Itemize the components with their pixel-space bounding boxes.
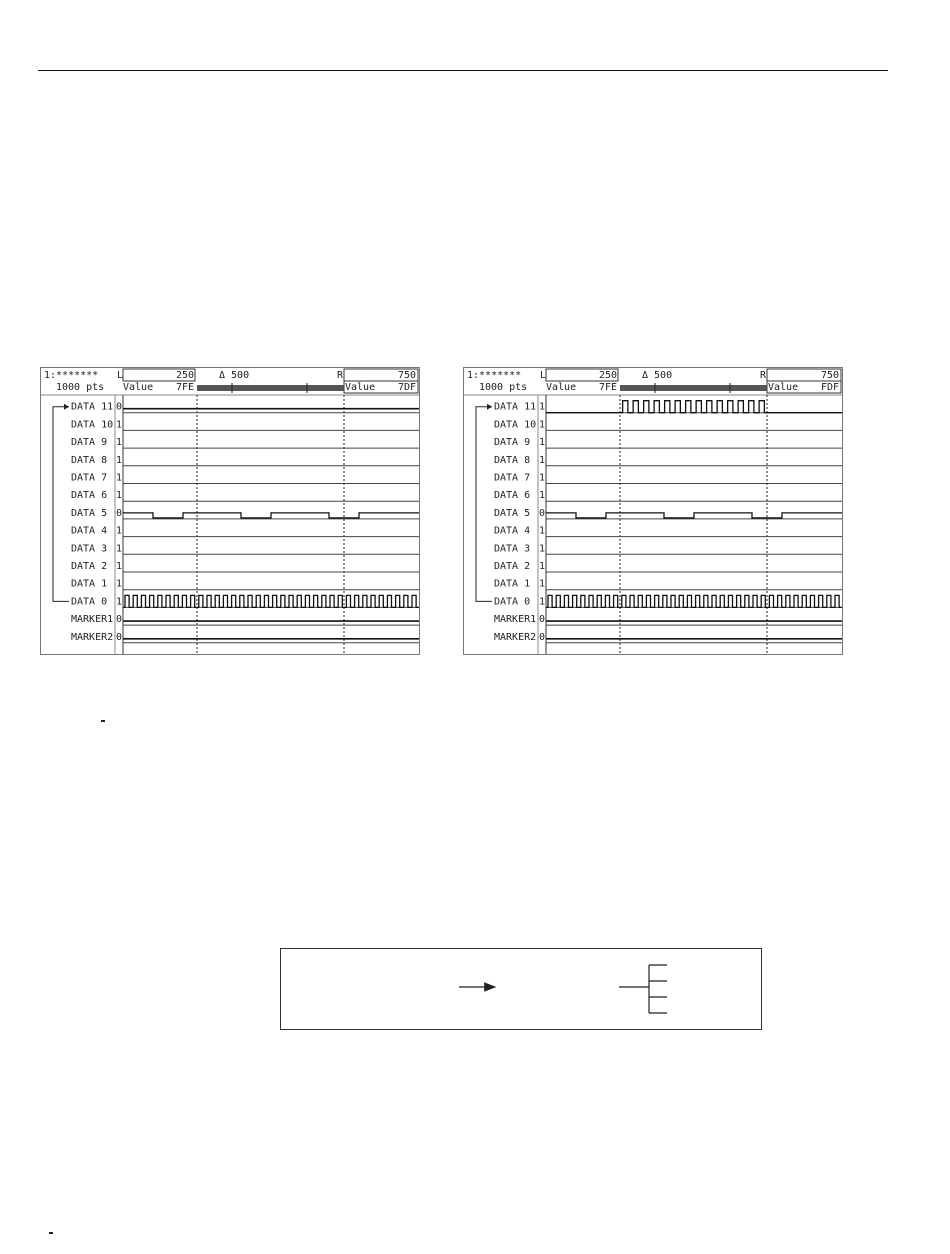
channel-name: MARKER1 xyxy=(71,614,114,626)
cursor-r-value: 750 xyxy=(820,370,839,381)
channel-name: DATA 10 xyxy=(71,419,114,431)
channel-state: 1 xyxy=(116,543,123,555)
channel-state: 0 xyxy=(116,614,123,626)
channel-state: 1 xyxy=(116,454,123,466)
channel-name: DATA 8 xyxy=(494,454,531,466)
channel-state: 0 xyxy=(539,507,546,519)
header-rule xyxy=(38,70,888,71)
value-l-label: Value xyxy=(546,382,577,393)
dash-mark xyxy=(49,1232,53,1234)
channel-state: 1 xyxy=(116,490,123,502)
channel-state: 0 xyxy=(116,507,123,519)
channel-name: DATA 3 xyxy=(71,543,108,555)
flow-diagram-svg xyxy=(281,949,761,1029)
channel-name: DATA 2 xyxy=(494,561,531,572)
logic-display-right-svg xyxy=(464,368,842,654)
logic-display-left xyxy=(40,367,420,655)
value-r-label: Value xyxy=(768,382,799,393)
channel-name: DATA 1 xyxy=(71,578,108,590)
channel-name: DATA 9 xyxy=(494,437,531,449)
channel-name: MARKER2 xyxy=(71,631,114,643)
trace-label: 1:******* xyxy=(44,370,99,381)
channel-name: DATA 6 xyxy=(71,490,108,502)
channel-state: 1 xyxy=(539,454,546,466)
channel-name: DATA 3 xyxy=(494,543,531,555)
delta-label: Δ 500 xyxy=(219,370,250,381)
bus-bracket-arrow xyxy=(64,404,69,410)
waveform xyxy=(546,401,842,413)
bus-bracket xyxy=(53,407,69,602)
value-r: 7DF xyxy=(397,382,416,393)
channel-state: 1 xyxy=(539,596,546,608)
channel-name: DATA 1 xyxy=(494,578,531,590)
channel-name: DATA 11 xyxy=(494,401,537,413)
value-l: 7FE xyxy=(175,382,194,393)
channel-name: DATA 5 xyxy=(494,507,531,519)
channel-name: DATA 4 xyxy=(494,525,531,537)
waveform xyxy=(123,595,419,607)
channel-name: DATA 7 xyxy=(494,472,531,484)
cursor-range-bar xyxy=(620,385,767,391)
channel-state: 0 xyxy=(539,631,546,643)
cursor-r-value: 750 xyxy=(397,370,416,381)
dash-mark xyxy=(101,720,105,722)
logic-display-right xyxy=(463,367,843,655)
value-r-label: Value xyxy=(345,382,376,393)
channel-name: DATA 4 xyxy=(71,525,108,537)
channel-name: DATA 11 xyxy=(71,401,114,413)
channel-name: DATA 5 xyxy=(71,507,108,519)
value-l-label: Value xyxy=(123,382,154,393)
channel-name: DATA 2 xyxy=(71,561,108,572)
value-r: FDF xyxy=(820,382,839,393)
channel-state: 1 xyxy=(539,578,546,590)
channel-state: 1 xyxy=(539,561,546,572)
channel-state: 1 xyxy=(539,401,546,413)
waveform xyxy=(123,513,419,518)
cursor-range-bar xyxy=(197,385,344,391)
cursor-l-label: L xyxy=(540,370,547,381)
points-label: 1000 pts xyxy=(479,382,528,393)
channel-state: 1 xyxy=(539,472,546,484)
channel-state: 1 xyxy=(539,437,546,449)
channel-state: 1 xyxy=(116,561,123,572)
bus-bracket xyxy=(476,407,492,602)
cursor-r-label: R xyxy=(760,370,767,381)
channel-name: DATA 0 xyxy=(71,596,108,608)
channel-state: 0 xyxy=(116,631,123,643)
channel-name: DATA 8 xyxy=(71,454,108,466)
cursor-l-label: L xyxy=(117,370,124,381)
channel-state: 1 xyxy=(116,437,123,449)
channel-state: 0 xyxy=(539,614,546,626)
channel-state: 1 xyxy=(539,419,546,431)
waveform xyxy=(546,595,842,607)
channel-state: 1 xyxy=(116,419,123,431)
channel-name: DATA 7 xyxy=(71,472,108,484)
channel-name: DATA 9 xyxy=(71,437,108,449)
channel-state: 0 xyxy=(116,401,123,413)
waveform xyxy=(546,513,842,518)
logic-display-left-svg xyxy=(41,368,419,654)
trace-label: 1:******* xyxy=(467,370,522,381)
channel-name: MARKER2 xyxy=(494,631,537,643)
cursor-r-label: R xyxy=(337,370,344,381)
channel-name: MARKER1 xyxy=(494,614,537,626)
channel-state: 1 xyxy=(539,490,546,502)
bus-bracket-arrow xyxy=(487,404,492,410)
channel-state: 1 xyxy=(539,525,546,537)
channel-state: 1 xyxy=(539,543,546,555)
channel-name: DATA 10 xyxy=(494,419,537,431)
channel-state: 1 xyxy=(116,596,123,608)
flow-diagram xyxy=(280,948,762,1030)
points-label: 1000 pts xyxy=(56,382,105,393)
channel-state: 1 xyxy=(116,472,123,484)
channel-state: 1 xyxy=(116,525,123,537)
cursor-l-value: 250 xyxy=(175,370,194,381)
channel-name: DATA 0 xyxy=(494,596,531,608)
cursor-l-value: 250 xyxy=(598,370,617,381)
channel-name: DATA 6 xyxy=(494,490,531,502)
delta-label: Δ 500 xyxy=(642,370,673,381)
channel-state: 1 xyxy=(116,578,123,590)
value-l: 7FE xyxy=(598,382,617,393)
